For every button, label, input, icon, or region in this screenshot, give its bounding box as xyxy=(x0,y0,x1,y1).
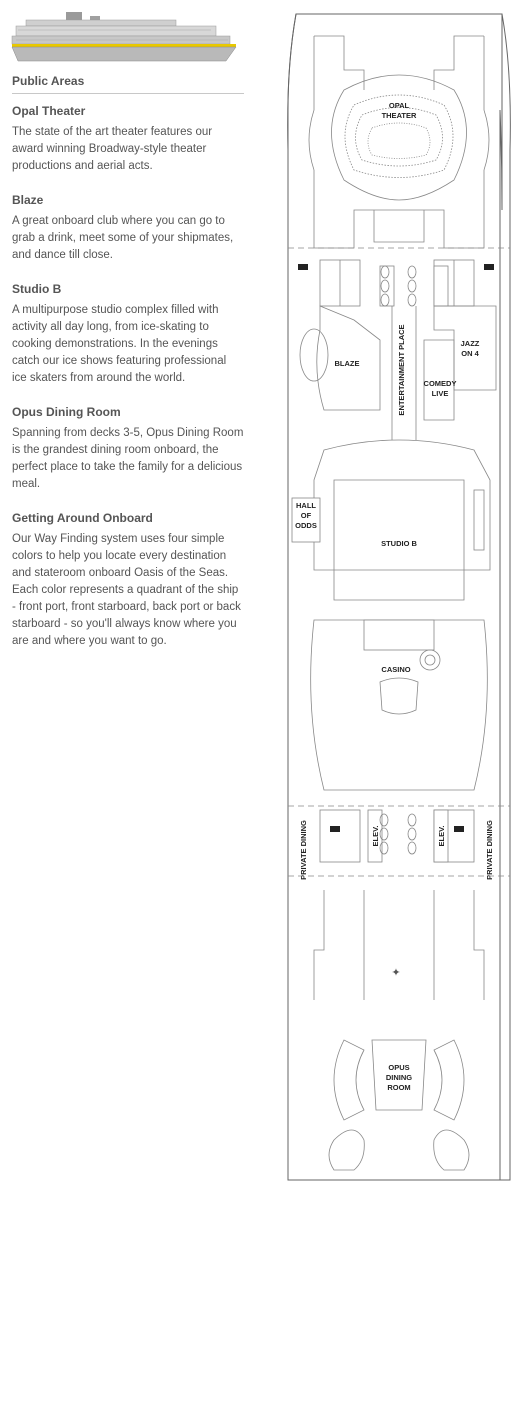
label-private-dining-starboard: PRIVATE DINING xyxy=(485,820,494,880)
area-description: Our Way Finding system uses four simple colors to help you locate every destination and stateroom onboard Oasis of the Seas. Each color represents a quadrant of the ship - front port, front starboard, back port or back starboard - so you'll always know where you are and where you want to go. xyxy=(12,533,241,647)
area-description: The state of the art theater features our award winning Broadway-style theater productions and aerial acts. xyxy=(12,126,213,172)
area-title: Blaze xyxy=(12,193,44,207)
label-opus-2: DINING xyxy=(385,1073,413,1082)
label-jazz-2: ON 4 xyxy=(461,349,479,358)
label-comedy-2: LIVE xyxy=(431,389,449,398)
public-areas-legend xyxy=(12,74,244,668)
area-blaze xyxy=(12,193,244,264)
area-studio-b xyxy=(12,282,244,387)
label-elev: ELEV. xyxy=(371,825,380,847)
label-opal-theater-2: THEATER xyxy=(381,111,417,120)
ship-upper-deck xyxy=(26,20,176,26)
area-opal-theater xyxy=(12,104,244,175)
ship-funnel xyxy=(66,12,82,20)
ship-stripe xyxy=(12,44,236,47)
label-studio-b: STUDIO B xyxy=(381,539,417,548)
forward-elevators[interactable] xyxy=(298,260,494,306)
label-casino: CASINO xyxy=(381,665,411,674)
opus-dining-room[interactable] xyxy=(334,1040,464,1120)
area-title: Opus Dining Room xyxy=(12,405,121,419)
aft-stairs xyxy=(329,1130,469,1170)
compass-star-icon: ✦ xyxy=(391,967,401,979)
bow-outline xyxy=(288,14,511,150)
hall-of-odds[interactable] xyxy=(292,498,320,542)
area-getting-around xyxy=(12,511,244,650)
label-hall-3: ODDS xyxy=(295,521,317,530)
area-title: Opal Theater xyxy=(12,104,86,118)
ship-mid-deck xyxy=(16,26,216,36)
label-private-dining-port: PRIVATE DINING xyxy=(299,820,308,880)
studio-b[interactable] xyxy=(314,440,490,600)
label-opal-theater: OPAL xyxy=(388,101,410,110)
label-opus-3: ROOM xyxy=(387,1083,411,1092)
blaze[interactable] xyxy=(300,306,380,410)
label-comedy: COMEDY xyxy=(423,379,457,388)
label-entertainment-place: ENTERTAINMENT PLACE xyxy=(397,324,406,416)
label-jazz: JAZZ xyxy=(460,339,480,348)
ship-illustration xyxy=(6,6,240,66)
area-opus-dining-room xyxy=(12,405,244,493)
aft-elevators[interactable] xyxy=(320,810,474,862)
label-elev: ELEV. xyxy=(437,825,446,847)
area-title: Getting Around Onboard xyxy=(12,511,153,525)
deck-plan xyxy=(284,10,514,1186)
label-hall-2: OF xyxy=(300,511,312,520)
area-description: A multipurpose studio complex filled with activity all day long, from ice-skating to cooking demonstrations. In the evenings catch our ice shows featuring professional ice skaters from around the world. xyxy=(12,304,227,384)
casino[interactable] xyxy=(311,620,488,790)
ship-hull xyxy=(12,47,236,61)
comedy-live[interactable] xyxy=(424,340,457,420)
jazz-on-4[interactable] xyxy=(434,306,496,390)
area-description: A great onboard club where you can go to grab a drink, meet some of your shipmates, and dance till close. xyxy=(12,215,234,261)
aft-corridors xyxy=(314,890,484,1000)
opal-theater[interactable] xyxy=(309,36,489,248)
section-heading: Public Areas xyxy=(12,74,244,94)
label-hall: HALL xyxy=(296,501,316,510)
hull-outline xyxy=(288,14,502,1180)
label-blaze: BLAZE xyxy=(334,359,360,368)
area-description: Spanning from decks 3-5, Opus Dining Room is the grandest dining room onboard, the perfect place to take the family for a delicious meal. xyxy=(12,427,244,490)
area-title: Studio B xyxy=(12,282,62,296)
label-opus: OPUS xyxy=(388,1063,410,1072)
